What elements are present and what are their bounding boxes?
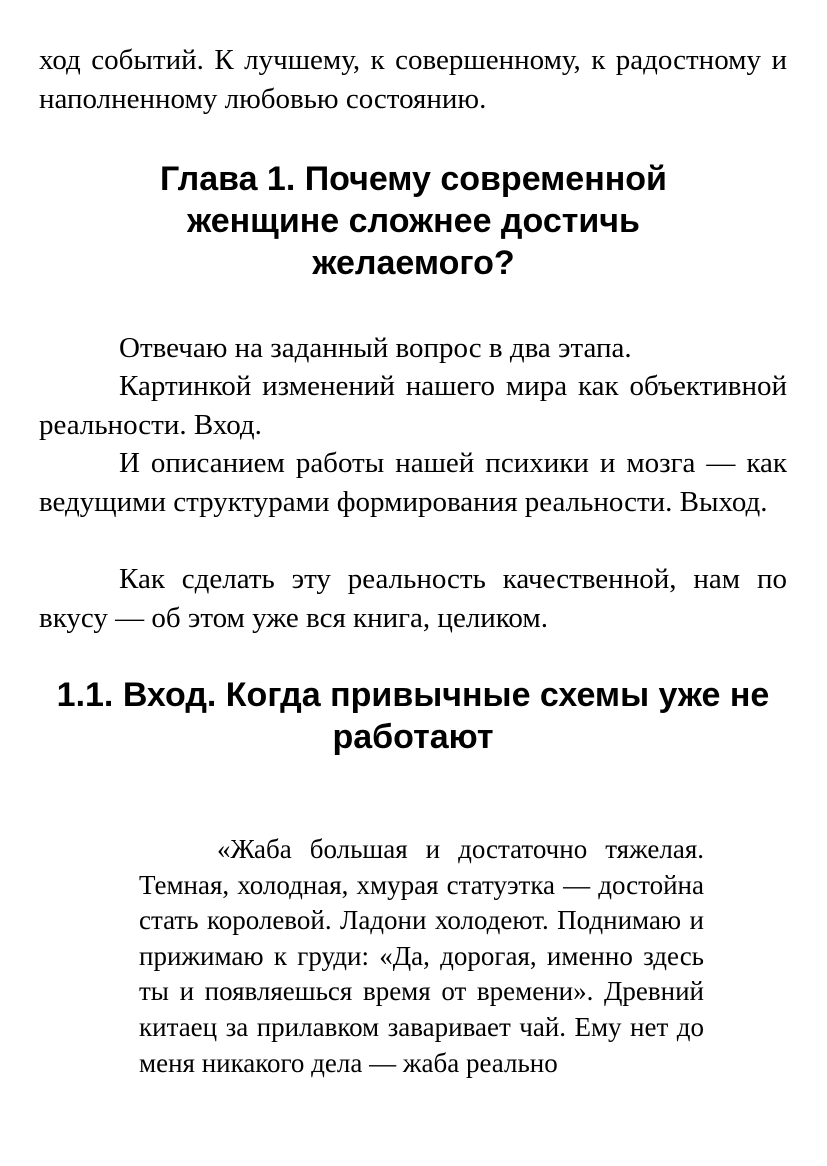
section-heading: 1.1. Вход. Когда привычные схемы уже не работают [56, 676, 770, 756]
intro-paragraph-3: И описанием работы нашей психики и мозга — как ведущими структурами формирования реальности. Выход. [39, 447, 787, 518]
intro-paragraph-2: Картинкой изменений нашего мира как объективной реальности. Вход. [39, 370, 787, 441]
continuation-paragraph: ход событий. К лучшему, к совершенному, к радостному и наполненному любовью состоянию. [39, 44, 787, 115]
epigraph-quote: «Жаба большая и достаточно тяжелая. Темная, холодная, хмурая статуэтка — достойна стать королевой. Ладони холодеют. Поднимаю и прижимаю к груди: «Да, дорогая, именно здесь ты и появляешься время от времени». Древний китаец за прилавком заваривает чай. Ему нет до меня никакого дела — жаба реально [139, 834, 704, 1078]
intro-paragraph-1: Отвечаю на заданный вопрос в два этапа. [119, 332, 632, 364]
intro-paragraph-4: Как сделать эту реальность качественной, нам по вкусу — об этом уже вся книга, целиком. [39, 563, 787, 634]
chapter-heading: Глава 1. Почему современной женщине сложнее достичь желаемого? [160, 160, 667, 282]
